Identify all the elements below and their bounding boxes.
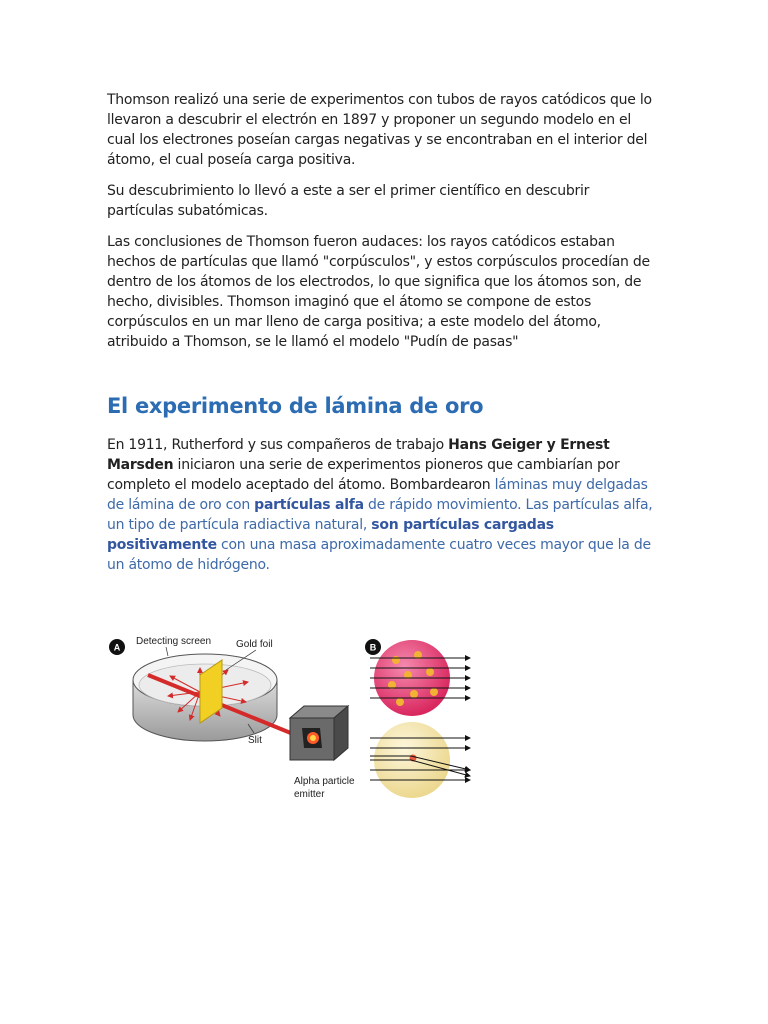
- experiment-diagram: [108, 630, 478, 805]
- leader-detecting-screen: [166, 647, 168, 656]
- section-heading: El experimento de lámina de oro: [107, 394, 484, 418]
- label-slit: Slit: [248, 735, 262, 746]
- paragraph-thomson-conclusions: Las conclusiones de Thomson fueron audaces: los rayos catódicos estaban hechos de partículas que llamó "corpúsculos", y estos corpúsculos procedían de dentro de los átomos de los electrodos, lo que significa que los átomos son, de hecho, divisibles. Thomson imaginó que el átomo se compone de estos corpúsculos en un mar lleno de carga positiva; a este modelo del átomo, atribuido a Thomson, se le llamó el modelo "Pudín de pasas": [107, 234, 650, 350]
- label-emitter-line1: Alpha particle: [294, 776, 355, 787]
- bold-alpha-particles[interactable]: partículas alfa: [254, 497, 364, 513]
- gold-foil-experiment-figure: [108, 630, 478, 805]
- link-text-3[interactable]: con una masa aproximadamente cuatro veces mayor que la de un átomo de hidrógeno.: [107, 537, 651, 573]
- label-gold-foil: Gold foil: [236, 639, 273, 650]
- svg-text:B: B: [369, 642, 377, 653]
- link-text-1[interactable]: láminas muy delgadas de lámina de oro con: [107, 477, 648, 513]
- alpha-emitter: [290, 706, 348, 760]
- text-segment: iniciaron una serie de experimentos pioneros que cambiarían por completo el modelo aceptado del átomo. Bombardearon: [107, 457, 620, 493]
- label-emitter-line2: emitter: [294, 789, 325, 800]
- link-text-2[interactable]: de rápido movimiento. Las partículas alfa, un tipo de partícula radiactiva natural,: [107, 497, 653, 533]
- bold-positive-charge[interactable]: son partículas cargadas positivamente: [107, 517, 554, 553]
- badge-a: [109, 639, 125, 655]
- badge-b: [365, 639, 381, 655]
- document-body: [107, 90, 657, 586]
- paragraph-thomson-experiments: Thomson realizó una serie de experimentos con tubos de rayos catódicos que lo llevaron a descubrir el electrón en 1897 y proponer un segundo modelo en el cual los electrones poseían cargas negativas y se encontraban en el interior del átomo, el cual poseía carga positiva.: [107, 92, 652, 168]
- svg-text:A: A: [113, 642, 121, 653]
- paragraph-subatomic: Su descubrimiento lo llevó a este a ser el primer científico en descubrir partículas subatómicas.: [107, 183, 590, 219]
- paragraph-rutherford: [107, 435, 657, 575]
- label-detecting-screen: Detecting screen: [136, 636, 212, 647]
- bold-names: Hans Geiger y Ernest Marsden: [107, 437, 610, 473]
- text-segment: En 1911, Rutherford y sus compañeros de trabajo: [107, 437, 449, 453]
